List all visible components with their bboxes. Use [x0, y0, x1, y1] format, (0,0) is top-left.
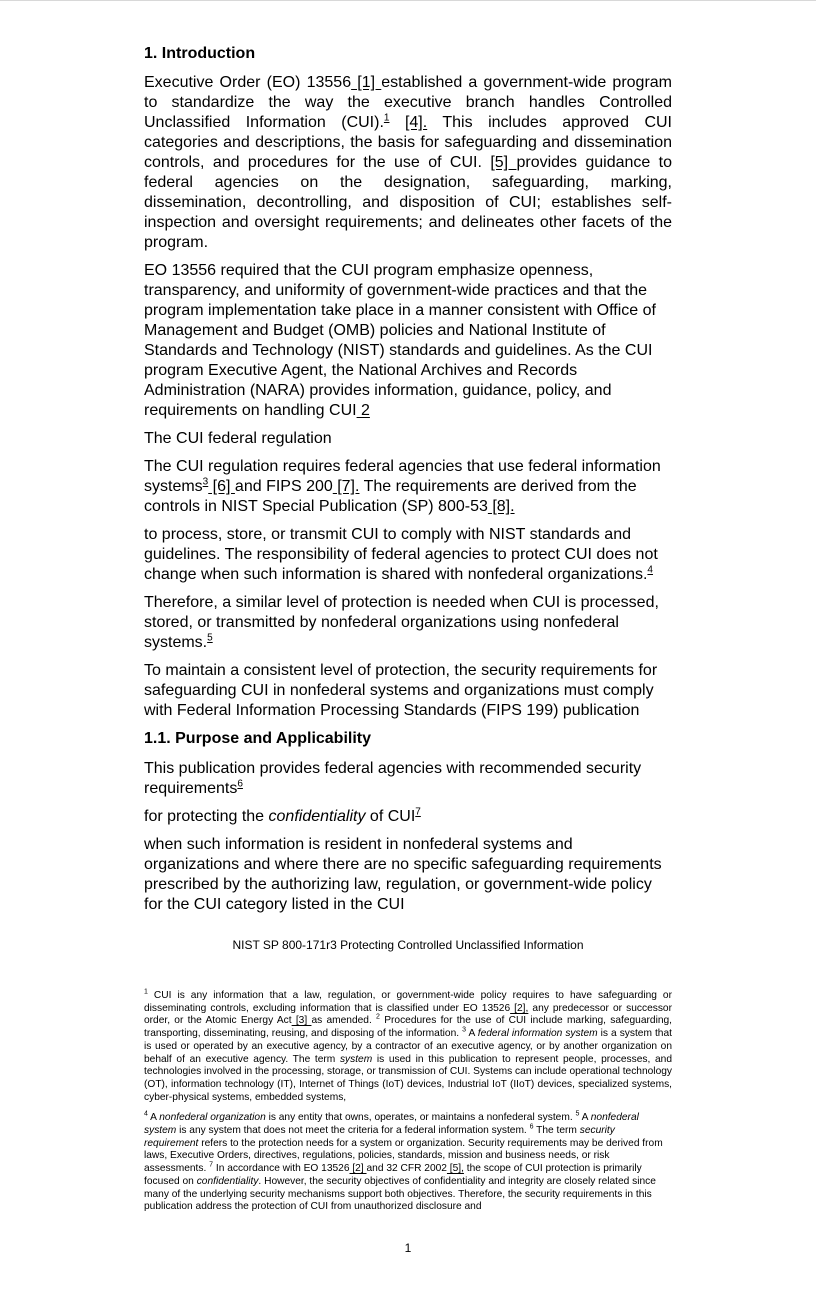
- footnote-ref-4[interactable]: 4: [647, 564, 653, 576]
- paragraph-confidentiality: [144, 807, 672, 827]
- paragraph-purpose: [144, 759, 672, 799]
- reference-link-1[interactable]: [1]: [351, 74, 382, 91]
- reference-link-6[interactable]: [6]: [208, 478, 235, 495]
- text: EO 13556 required that the CUI program emphasize openness, transparency, and uniformity of government-wide practices and that the program implementation take place in a manner consistent with Office of Management and Budget (OMB) policies and National Institute of Standards and Technology (NIST) standards and guidelines. As the CUI program Executive Agent, the National Archives and Records Administration (NARA) provides information, guidance, policy, and requirements on handling CUI: [144, 262, 656, 419]
- text: The term: [533, 1125, 580, 1137]
- paragraph-nonfederal-resident: when such information is resident in nonfederal systems and organizations and where there are no specific safeguarding requirements prescribed by the authorizing law, regulation, or government-wide policy for the CUI category listed in the CUI: [144, 836, 662, 913]
- footnote-number: 6: [529, 1123, 534, 1131]
- text: Executive Order (EO) 13556: [144, 74, 352, 91]
- text: established a government-wide program to standardize the way the executive branch handles Controlled Unclassified Information (CUI).: [144, 74, 672, 131]
- footnote-number: 4: [144, 1110, 148, 1118]
- paragraph-similar-protection: [144, 593, 672, 653]
- text: provides guidance to federal agencies on the designation, safeguarding, marking, dissemination, decontrolling, and disposition of CUI; establishes self-inspection and oversight requirements; and delineates other facets of the program.: [144, 154, 673, 251]
- text: This includes approved CUI categories and descriptions, the basis for safeguarding and dissemination controls, and procedures for the use of CUI.: [144, 114, 672, 171]
- emphasis: federal information system: [477, 1028, 598, 1040]
- emphasis: system: [339, 1053, 373, 1065]
- running-header: NIST SP 800-171r3 Protecting Controlled Unclassified Information: [232, 938, 584, 952]
- emphasis-confidentiality: confidentiality: [268, 808, 366, 825]
- reference-link-4[interactable]: [4].: [404, 114, 428, 131]
- emphasis: nonfederal organization: [159, 1112, 266, 1124]
- paragraph-cui-regulation-requirements: [144, 457, 672, 517]
- reference-link-7[interactable]: [7].: [332, 478, 360, 495]
- footnote-ref-5[interactable]: 5: [207, 632, 213, 644]
- paragraph-eo-13556: [144, 73, 672, 253]
- reference-link-2[interactable]: [2],: [510, 1002, 529, 1014]
- text: Procedures for the use of CUI include marking, safeguarding, transporting, disseminating, reusing, and disposing of the information.: [144, 1015, 672, 1040]
- emphasis: confidentiality: [196, 1175, 259, 1187]
- paragraph-cui-program: [144, 261, 672, 421]
- reference-link-5[interactable]: [5]: [490, 154, 517, 171]
- text: A: [466, 1028, 478, 1040]
- reference-link-2[interactable]: [2]: [349, 1163, 367, 1175]
- text: as amended.: [311, 1015, 377, 1027]
- text: Therefore, a similar level of protection is needed when CUI is processed, stored, or transmitted by nonfederal organizations using nonfederal systems.: [144, 594, 659, 651]
- text: CUI is any information that a law, regulation, or government-wide policy requires to have safeguarding or disseminating controls, excluding information that is classified under EO 13526: [144, 990, 672, 1014]
- footnote-ref-1[interactable]: 1: [383, 112, 390, 124]
- text: and 32 CFR 2002: [366, 1163, 447, 1175]
- text: [389, 114, 404, 131]
- reference-link-3[interactable]: [3]: [291, 1015, 312, 1027]
- text: . However, the security objectives of confidentiality and integrity are closely related since many of the underlying security mechanisms support both objectives. Therefore, the security requirements in this publication address the protection of CUI from unauthorized disclosure and: [144, 1175, 656, 1213]
- main-content: [144, 44, 672, 923]
- footnote-number: 1: [144, 988, 148, 996]
- text: refers to the protection needs for a system or organization. Security requirements may be derived from laws, Executive Orders, directives, regulations, policies, standards, mission and business needs, or risk assessments.: [144, 1137, 663, 1175]
- text: and FIPS 200: [234, 478, 333, 495]
- text: A: [147, 1112, 160, 1124]
- text: The CUI regulation requires federal agencies that use federal information systems: [144, 458, 661, 495]
- reference-link-8[interactable]: [8].: [487, 498, 515, 515]
- text: This publication provides federal agencies with recommended security requirements: [144, 760, 642, 797]
- text: is a system that is used or operated by an executive agency, by a contractor of an executive agency, or by another organization on behalf of an executive agency. The term: [144, 1028, 672, 1065]
- text: the scope of CUI protection is primarily focused on: [144, 1163, 642, 1187]
- text: A: [579, 1112, 591, 1124]
- footnote-number: 7: [209, 1161, 214, 1169]
- paragraph-consistent-protection: To maintain a consistent level of protection, the security requirements for safeguarding CUI in nonfederal systems and organizations must comply with Federal Information Processing Standards (FIPS 199) publication: [144, 662, 658, 719]
- footnote-number: 5: [575, 1110, 580, 1118]
- section-heading-purpose: 1.1. Purpose and Applicability: [144, 730, 372, 747]
- paragraph-cui-federal-regulation: The CUI federal regulation: [144, 430, 332, 447]
- footnote-number: 3: [462, 1026, 467, 1034]
- footnote-ref-3[interactable]: 3: [202, 476, 209, 488]
- section-heading-introduction: 1. Introduction: [144, 45, 256, 62]
- text: is any entity that owns, operates, or maintains a nonfederal system.: [265, 1112, 576, 1124]
- text: is any system that does not meet the criteria for a federal information system.: [176, 1125, 530, 1137]
- text: is used in this publication to represent people, processes, and technologies involved in the processing, storage, or transmission of CUI. Systems can include operational technology (OT), information technology (IT), Internet of Things (IoT) devices, Industrial IoT (IIoT) devices, specialized systems, cyber-physical systems, embedded systems,: [144, 1053, 672, 1103]
- emphasis: nonfederal system: [144, 1112, 639, 1137]
- footnote-ref-7[interactable]: 7: [415, 806, 421, 818]
- text: In accordance with EO 13526: [213, 1163, 350, 1175]
- reference-link-5[interactable]: [5],: [446, 1163, 464, 1175]
- footnote-number: 2: [376, 1014, 380, 1022]
- text: any predecessor or successor order, or the Atomic Energy Act: [144, 1002, 672, 1027]
- footnote-block-2: [144, 1112, 672, 1214]
- footnote-ref-6[interactable]: 6: [237, 778, 243, 790]
- text: The requirements are derived from the controls in NIST Special Publication (SP) 800-53: [144, 478, 637, 515]
- reference-link-2[interactable]: 2: [356, 402, 370, 419]
- footnote-block-1: [144, 990, 672, 1104]
- paragraph-process-store-transmit: [144, 525, 672, 585]
- page-top-border: [0, 0, 816, 1]
- text: to process, store, or transmit CUI to comply with NIST standards and guidelines. The responsibility of federal agencies to protect CUI does not change when such information is shared with nonfederal organizations.: [144, 526, 658, 583]
- text: of CUI: [365, 808, 416, 825]
- text: for protecting the: [144, 808, 269, 825]
- emphasis: security requirement: [144, 1125, 615, 1149]
- footnotes: [144, 990, 672, 1222]
- page-number: 1: [404, 1241, 412, 1255]
